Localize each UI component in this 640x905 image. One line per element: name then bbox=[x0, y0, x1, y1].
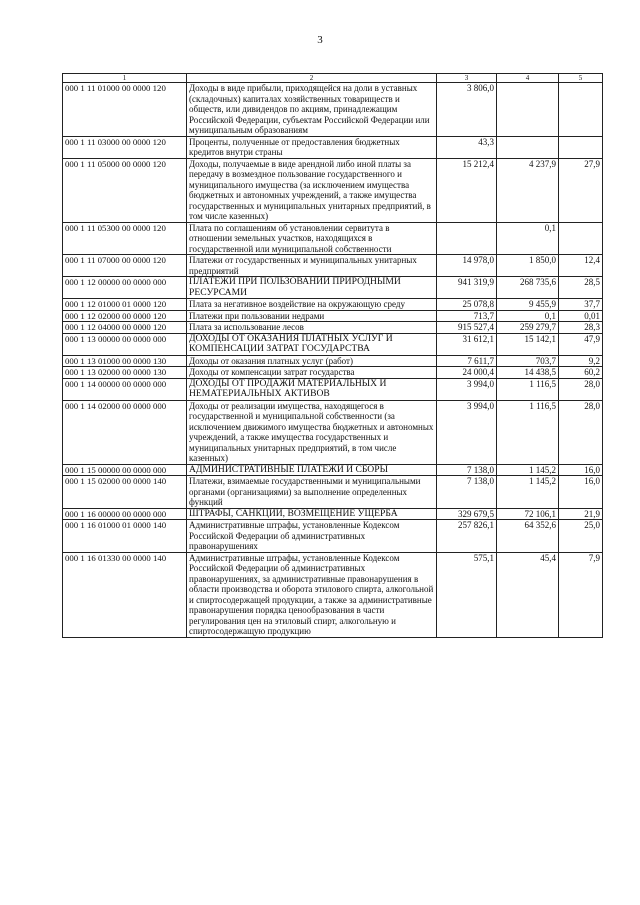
budget-code-cell: 000 1 12 00000 00 0000 000 bbox=[63, 277, 187, 299]
percent-cell: 21,9 bbox=[559, 508, 603, 520]
budget-code-cell: 000 1 12 04000 00 0000 120 bbox=[63, 322, 187, 334]
table-row bbox=[63, 552, 603, 637]
table-row bbox=[63, 310, 603, 322]
actual-amount-cell: 45,4 bbox=[497, 552, 559, 637]
revenue-name-cell: Административные штрафы, установленные Кодексом Российской Федерации об административных правонарушениях bbox=[187, 520, 437, 553]
table-row bbox=[63, 136, 603, 158]
actual-amount-cell: 1 145,2 bbox=[497, 464, 559, 476]
revenue-name-cell: Плата по соглашениям об установлении сервитута в отношении земельных участков, находящихся в государственной или муниципальной собственности bbox=[187, 222, 437, 255]
column-number-1: 1 bbox=[63, 74, 187, 83]
plan-amount-cell: 15 212,4 bbox=[437, 158, 497, 222]
percent-cell: 16,0 bbox=[559, 464, 603, 476]
plan-amount-cell: 31 612,1 bbox=[437, 333, 497, 355]
budget-code-cell: 000 1 15 00000 00 0000 000 bbox=[63, 464, 187, 476]
plan-amount-cell: 915 527,4 bbox=[437, 322, 497, 334]
table-row bbox=[63, 367, 603, 379]
actual-amount-cell: 268 735,6 bbox=[497, 277, 559, 299]
revenue-name-cell: Доходы, получаемые в виде арендной либо иной платы за передачу в возмездное пользование государственного и муниципального имущества (за исключением имущества бюджетных и автономных учреждений, а также имущества государственных и муниципальных унитарных предприятий, в том числе казенных) bbox=[187, 158, 437, 222]
table-row bbox=[63, 520, 603, 553]
percent-cell: 47,9 bbox=[559, 333, 603, 355]
budget-code-cell: 000 1 14 00000 00 0000 000 bbox=[63, 378, 187, 400]
plan-amount-cell: 7 138,0 bbox=[437, 476, 497, 509]
revenue-name-cell: Платежи от государственных и муниципальных унитарных предприятий bbox=[187, 255, 437, 277]
percent-cell bbox=[559, 83, 603, 137]
budget-code-cell: 000 1 13 00000 00 0000 000 bbox=[63, 333, 187, 355]
actual-amount-cell: 14 438,5 bbox=[497, 367, 559, 379]
plan-amount-cell: 24 000,4 bbox=[437, 367, 497, 379]
percent-cell: 28,3 bbox=[559, 322, 603, 334]
percent-cell bbox=[559, 136, 603, 158]
actual-amount-cell: 1 850,0 bbox=[497, 255, 559, 277]
table-row bbox=[63, 476, 603, 509]
plan-amount-cell: 3 806,0 bbox=[437, 83, 497, 137]
percent-cell: 12,4 bbox=[559, 255, 603, 277]
percent-cell: 0,01 bbox=[559, 310, 603, 322]
percent-cell: 16,0 bbox=[559, 476, 603, 509]
percent-cell: 27,9 bbox=[559, 158, 603, 222]
revenue-name-cell: АДМИНИСТРАТИВНЫЕ ПЛАТЕЖИ И СБОРЫ bbox=[187, 464, 437, 476]
actual-amount-cell: 4 237,9 bbox=[497, 158, 559, 222]
table-row bbox=[63, 255, 603, 277]
actual-amount-cell: 1 116,5 bbox=[497, 400, 559, 464]
revenue-name-cell: ШТРАФЫ, САНКЦИИ, ВОЗМЕЩЕНИЕ УЩЕРБА bbox=[187, 508, 437, 520]
plan-amount-cell: 257 826,1 bbox=[437, 520, 497, 553]
budget-code-cell: 000 1 11 01000 00 0000 120 bbox=[63, 83, 187, 137]
table-row bbox=[63, 355, 603, 367]
actual-amount-cell: 0,1 bbox=[497, 310, 559, 322]
budget-code-cell: 000 1 11 05300 00 0000 120 bbox=[63, 222, 187, 255]
table-row bbox=[63, 400, 603, 464]
revenue-name-cell: ПЛАТЕЖИ ПРИ ПОЛЬЗОВАНИИ ПРИРОДНЫМИ РЕСУРСАМИ bbox=[187, 277, 437, 299]
budget-code-cell: 000 1 13 02000 00 0000 130 bbox=[63, 367, 187, 379]
plan-amount-cell: 7 138,0 bbox=[437, 464, 497, 476]
percent-cell bbox=[559, 222, 603, 255]
revenue-name-cell: ДОХОДЫ ОТ ПРОДАЖИ МАТЕРИАЛЬНЫХ И НЕМАТЕРИАЛЬНЫХ АКТИВОВ bbox=[187, 378, 437, 400]
page-number: 3 bbox=[317, 34, 323, 46]
revenue-name-cell: Доходы от реализации имущества, находящегося в государственной и муниципальной собственности (за исключением движимого имущества бюджетных и автономных учреждений, а также имущества государственных и муниципальных унитарных предприятий, в том числе казенных) bbox=[187, 400, 437, 464]
actual-amount-cell: 259 279,7 bbox=[497, 322, 559, 334]
revenue-name-cell: Доходы от компенсации затрат государства bbox=[187, 367, 437, 379]
plan-amount-cell: 3 994,0 bbox=[437, 378, 497, 400]
revenue-name-cell: Платежи при пользовании недрами bbox=[187, 310, 437, 322]
percent-cell: 28,5 bbox=[559, 277, 603, 299]
table-row bbox=[63, 158, 603, 222]
table-row bbox=[63, 464, 603, 476]
percent-cell: 9,2 bbox=[559, 355, 603, 367]
actual-amount-cell: 1 145,2 bbox=[497, 476, 559, 509]
actual-amount-cell: 64 352,6 bbox=[497, 520, 559, 553]
plan-amount-cell bbox=[437, 222, 497, 255]
percent-cell: 37,7 bbox=[559, 299, 603, 311]
actual-amount-cell: 703,7 bbox=[497, 355, 559, 367]
budget-code-cell: 000 1 14 02000 00 0000 000 bbox=[63, 400, 187, 464]
budget-code-cell: 000 1 15 02000 00 0000 140 bbox=[63, 476, 187, 509]
table-row bbox=[63, 508, 603, 520]
revenue-name-cell: Проценты, полученные от предоставления бюджетных кредитов внутри страны bbox=[187, 136, 437, 158]
revenue-name-cell: Доходы от оказания платных услуг (работ) bbox=[187, 355, 437, 367]
revenue-name-cell: Административные штрафы, установленные Кодексом Российской Федерации об административных правонарушениях, за административные правонарушения в области производства и оборота этилового спирта, алкогольной и спиртосодержащей продукции, а также за административные правонарушения порядка ценообразования в части регулирования цен на этиловый спирт, алкогольную и спиртосодержащую продукцию bbox=[187, 552, 437, 637]
actual-amount-cell: 15 142,1 bbox=[497, 333, 559, 355]
plan-amount-cell: 25 078,8 bbox=[437, 299, 497, 311]
plan-amount-cell: 3 994,0 bbox=[437, 400, 497, 464]
percent-cell: 28,0 bbox=[559, 400, 603, 464]
budget-code-cell: 000 1 16 01330 00 0000 140 bbox=[63, 552, 187, 637]
budget-code-cell: 000 1 16 00000 00 0000 000 bbox=[63, 508, 187, 520]
actual-amount-cell bbox=[497, 83, 559, 137]
plan-amount-cell: 941 319,9 bbox=[437, 277, 497, 299]
plan-amount-cell: 14 978,0 bbox=[437, 255, 497, 277]
revenue-name-cell: Платежи, взимаемые государственными и муниципальными органами (организациями) за выполнение определенных функций bbox=[187, 476, 437, 509]
revenue-name-cell: Плата за негативное воздействие на окружающую среду bbox=[187, 299, 437, 311]
budget-code-cell: 000 1 11 05000 00 0000 120 bbox=[63, 158, 187, 222]
budget-code-cell: 000 1 11 07000 00 0000 120 bbox=[63, 255, 187, 277]
table-row bbox=[63, 83, 603, 137]
budget-code-cell: 000 1 12 02000 00 0000 120 bbox=[63, 310, 187, 322]
percent-cell: 28,0 bbox=[559, 378, 603, 400]
actual-amount-cell: 9 455,9 bbox=[497, 299, 559, 311]
budget-revenue-table bbox=[62, 73, 603, 638]
table-row bbox=[63, 333, 603, 355]
actual-amount-cell bbox=[497, 136, 559, 158]
plan-amount-cell: 575,1 bbox=[437, 552, 497, 637]
table-row bbox=[63, 277, 603, 299]
revenue-name-cell: ДОХОДЫ ОТ ОКАЗАНИЯ ПЛАТНЫХ УСЛУГ И КОМПЕНСАЦИИ ЗАТРАТ ГОСУДАРСТВА bbox=[187, 333, 437, 355]
table-row bbox=[63, 378, 603, 400]
percent-cell: 60,2 bbox=[559, 367, 603, 379]
table-row bbox=[63, 222, 603, 255]
column-number-5: 5 bbox=[559, 74, 603, 83]
budget-code-cell: 000 1 12 01000 01 0000 120 bbox=[63, 299, 187, 311]
percent-cell: 7,9 bbox=[559, 552, 603, 637]
column-number-row bbox=[63, 74, 603, 83]
plan-amount-cell: 713,7 bbox=[437, 310, 497, 322]
budget-code-cell: 000 1 11 03000 00 0000 120 bbox=[63, 136, 187, 158]
revenue-name-cell: Доходы в виде прибыли, приходящейся на доли в уставных (складочных) капиталах хозяйственных товариществ и обществ, или дивидендов по акциям, принадлежащим Российской Федерации, субъектам Российской Федерации или муниципальным образованиям bbox=[187, 83, 437, 137]
actual-amount-cell: 72 106,1 bbox=[497, 508, 559, 520]
plan-amount-cell: 7 611,7 bbox=[437, 355, 497, 367]
revenue-name-cell: Плата за использование лесов bbox=[187, 322, 437, 334]
actual-amount-cell: 0,1 bbox=[497, 222, 559, 255]
column-number-2: 2 bbox=[187, 74, 437, 83]
table-row bbox=[63, 299, 603, 311]
plan-amount-cell: 43,3 bbox=[437, 136, 497, 158]
actual-amount-cell: 1 116,5 bbox=[497, 378, 559, 400]
budget-code-cell: 000 1 13 01000 00 0000 130 bbox=[63, 355, 187, 367]
column-number-4: 4 bbox=[497, 74, 559, 83]
table-row bbox=[63, 322, 603, 334]
budget-code-cell: 000 1 16 01000 01 0000 140 bbox=[63, 520, 187, 553]
percent-cell: 25,0 bbox=[559, 520, 603, 553]
column-number-3: 3 bbox=[437, 74, 497, 83]
plan-amount-cell: 329 679,5 bbox=[437, 508, 497, 520]
